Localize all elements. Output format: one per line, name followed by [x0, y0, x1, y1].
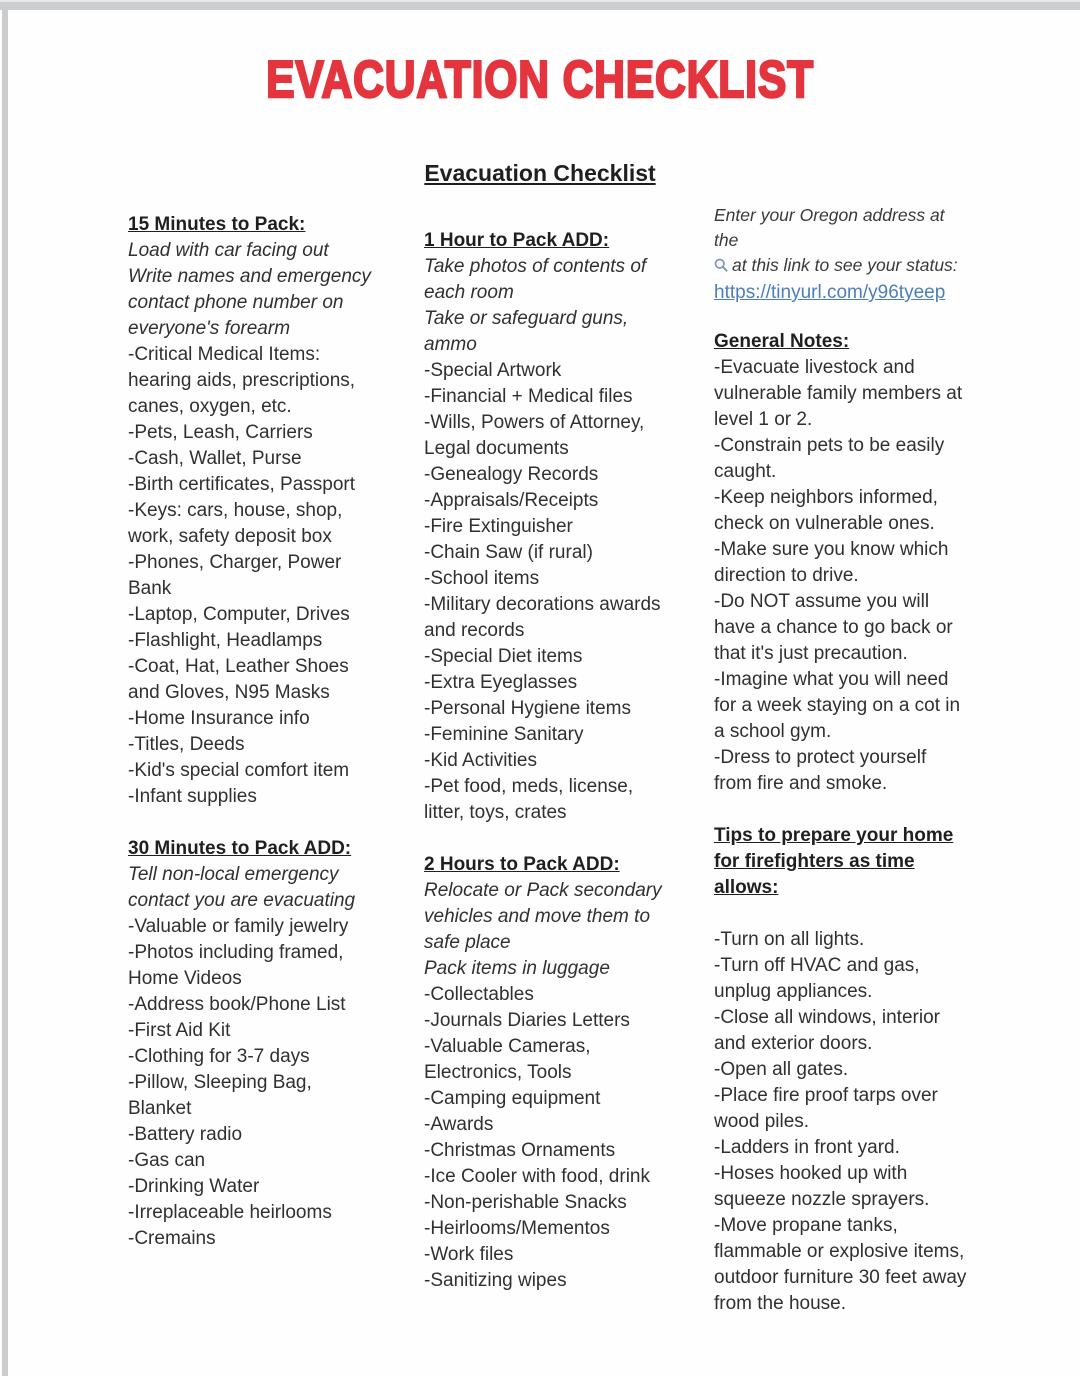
address-status-note — [714, 203, 968, 305]
list-item: -Place fire proof tarps over wood piles. — [714, 1085, 938, 1132]
list-item: -Sanitizing wipes — [424, 1270, 567, 1291]
list-item: -Valuable Cameras, Electronics, Tools — [424, 1036, 591, 1083]
list-item: -Irreplaceable heirlooms — [128, 1202, 332, 1223]
section-lead-note: Pack items in luggage — [424, 958, 610, 979]
list-item: -Valuable or family jewelry — [128, 916, 349, 937]
list-item: -Cash, Wallet, Purse — [128, 448, 302, 469]
list-item: -Hoses hooked up with squeeze nozzle sprayers. — [714, 1163, 930, 1210]
list-item: -Infant supplies — [128, 786, 257, 807]
note-line-1: Enter your Oregon address at the — [714, 205, 945, 250]
list-item: -Genealogy Records — [424, 464, 599, 485]
list-item: -Drinking Water — [128, 1176, 260, 1197]
list-item: -Battery radio — [128, 1124, 243, 1145]
section-heading: Tips to prepare your home for firefighters as time allows: — [714, 825, 954, 898]
section-left-0 — [128, 212, 380, 810]
list-item: -Open all gates. — [714, 1059, 849, 1080]
section-heading: 2 Hours to Pack ADD: — [424, 854, 620, 875]
list-item: -Special Artwork — [424, 360, 562, 381]
list-item: -Financial + Medical files — [424, 386, 633, 407]
banner-title-wrap — [0, 50, 1080, 110]
list-item: -Do NOT assume you will have a chance to go back or that it's just precaution. — [714, 591, 953, 664]
list-item: -Address book/Phone List — [128, 994, 346, 1015]
status-link[interactable]: https://tinyurl.com/y96tyeep — [714, 282, 946, 303]
search-icon — [714, 255, 729, 280]
list-item: -First Aid Kit — [128, 1020, 231, 1041]
page-title: Evacuation Checklist — [424, 160, 656, 186]
list-item: -Clothing for 3-7 days — [128, 1046, 310, 1067]
list-item: -Photos including framed, Home Videos — [128, 942, 344, 989]
list-item: -Feminine Sanitary — [424, 724, 584, 745]
section-lead-note: Write names and emergency contact phone number on everyone's forearm — [128, 266, 371, 339]
section-left-1 — [128, 836, 380, 1252]
section-lead-note: Take photos of contents of each room — [424, 256, 647, 303]
list-item: -Flashlight, Headlamps — [128, 630, 323, 651]
section-heading: 1 Hour to Pack ADD: — [424, 230, 610, 251]
list-item: -Kid's special comfort item — [128, 760, 350, 781]
list-item: -Make sure you know which direction to drive. — [714, 539, 949, 586]
note-line-2 — [714, 253, 968, 280]
column-middle — [424, 228, 676, 1294]
section-lead-note: Tell non-local emergency contact you are evacuating — [128, 864, 356, 911]
list-item: -Collectables — [424, 984, 534, 1005]
list-item: -Constrain pets to be easily caught. — [714, 435, 945, 482]
list-item: -Heirlooms/Mementos — [424, 1218, 610, 1239]
list-item: -Imagine what you will need for a week staying on a cot in a school gym. — [714, 669, 961, 742]
list-item: -Non-perishable Snacks — [424, 1192, 627, 1213]
photo-edge-left — [2, 2, 8, 1376]
section-lead-note: Load with car facing out — [128, 240, 329, 261]
list-item: -Titles, Deeds — [128, 734, 245, 755]
column-left — [128, 212, 380, 1252]
list-item: -Home Insurance info — [128, 708, 310, 729]
list-item: -Critical Medical Items: hearing aids, prescriptions, canes, oxygen, etc. — [128, 344, 356, 417]
list-item: -Pillow, Sleeping Bag, Blanket — [128, 1072, 312, 1119]
section-heading: 30 Minutes to Pack ADD: — [128, 838, 352, 859]
list-item: -Laptop, Computer, Drives — [128, 604, 350, 625]
list-item: -Kid Activities — [424, 750, 537, 771]
list-item: -School items — [424, 568, 540, 589]
list-item: -Birth certificates, Passport — [128, 474, 356, 495]
list-item: -Fire Extinguisher — [424, 516, 573, 537]
list-item: -Cremains — [128, 1228, 216, 1249]
section-right-1 — [714, 823, 968, 1317]
list-item: -Christmas Ornaments — [424, 1140, 616, 1161]
list-item: -Phones, Charger, Power Bank — [128, 552, 342, 599]
list-item: -Close all windows, interior and exterior doors. — [714, 1007, 940, 1054]
list-item: -Pet food, meds, license, litter, toys, crates — [424, 776, 634, 823]
column-right — [714, 203, 968, 1317]
note-link-wrap — [714, 280, 968, 305]
list-item: -Camping equipment — [424, 1088, 601, 1109]
column-right-sections — [714, 329, 968, 1317]
list-item: -Pets, Leash, Carriers — [128, 422, 313, 443]
list-item: -Special Diet items — [424, 646, 583, 667]
list-item: -Turn on all lights. — [714, 929, 865, 950]
note-line-2-text: at this link to see your status: — [732, 255, 958, 275]
section-right-0 — [714, 329, 968, 797]
section-heading: 15 Minutes to Pack: — [128, 214, 306, 235]
list-item: -Work files — [424, 1244, 514, 1265]
list-item: -Wills, Powers of Attorney, Legal documents — [424, 412, 645, 459]
list-item: -Chain Saw (if rural) — [424, 542, 593, 563]
list-item: -Ice Cooler with food, drink — [424, 1166, 650, 1187]
section-middle-0 — [424, 228, 676, 826]
section-lead-note: Relocate or Pack secondary vehicles and move them to safe place — [424, 880, 662, 953]
list-item: -Keep neighbors informed, check on vulnerable ones. — [714, 487, 938, 534]
list-item: -Military decorations awards and records — [424, 594, 661, 641]
list-item: -Turn off HVAC and gas, unplug appliances. — [714, 955, 920, 1002]
section-lead-note: Take or safeguard guns, ammo — [424, 308, 629, 355]
list-item: -Dress to protect yourself from fire and smoke. — [714, 747, 927, 794]
list-item: -Personal Hygiene items — [424, 698, 631, 719]
list-item: -Coat, Hat, Leather Shoes and Gloves, N95 Masks — [128, 656, 349, 703]
list-item: -Extra Eyeglasses — [424, 672, 578, 693]
list-item: -Ladders in front yard. — [714, 1137, 900, 1158]
section-middle-1 — [424, 852, 676, 1294]
photo-edge-top — [0, 2, 1080, 10]
list-item: -Awards — [424, 1114, 494, 1135]
list-item: -Gas can — [128, 1150, 206, 1171]
list-item: -Evacuate livestock and vulnerable family members at level 1 or 2. — [714, 357, 963, 430]
section-heading: General Notes: — [714, 331, 850, 352]
list-item: -Keys: cars, house, shop, work, safety deposit box — [128, 500, 343, 547]
list-item: -Journals Diaries Letters — [424, 1010, 630, 1031]
list-item: -Move propane tanks, flammable or explosive items, outdoor furniture 30 feet away from the house. — [714, 1215, 967, 1314]
list-item: -Appraisals/Receipts — [424, 490, 599, 511]
banner-title: EVACUATION CHECKLIST — [266, 51, 814, 109]
